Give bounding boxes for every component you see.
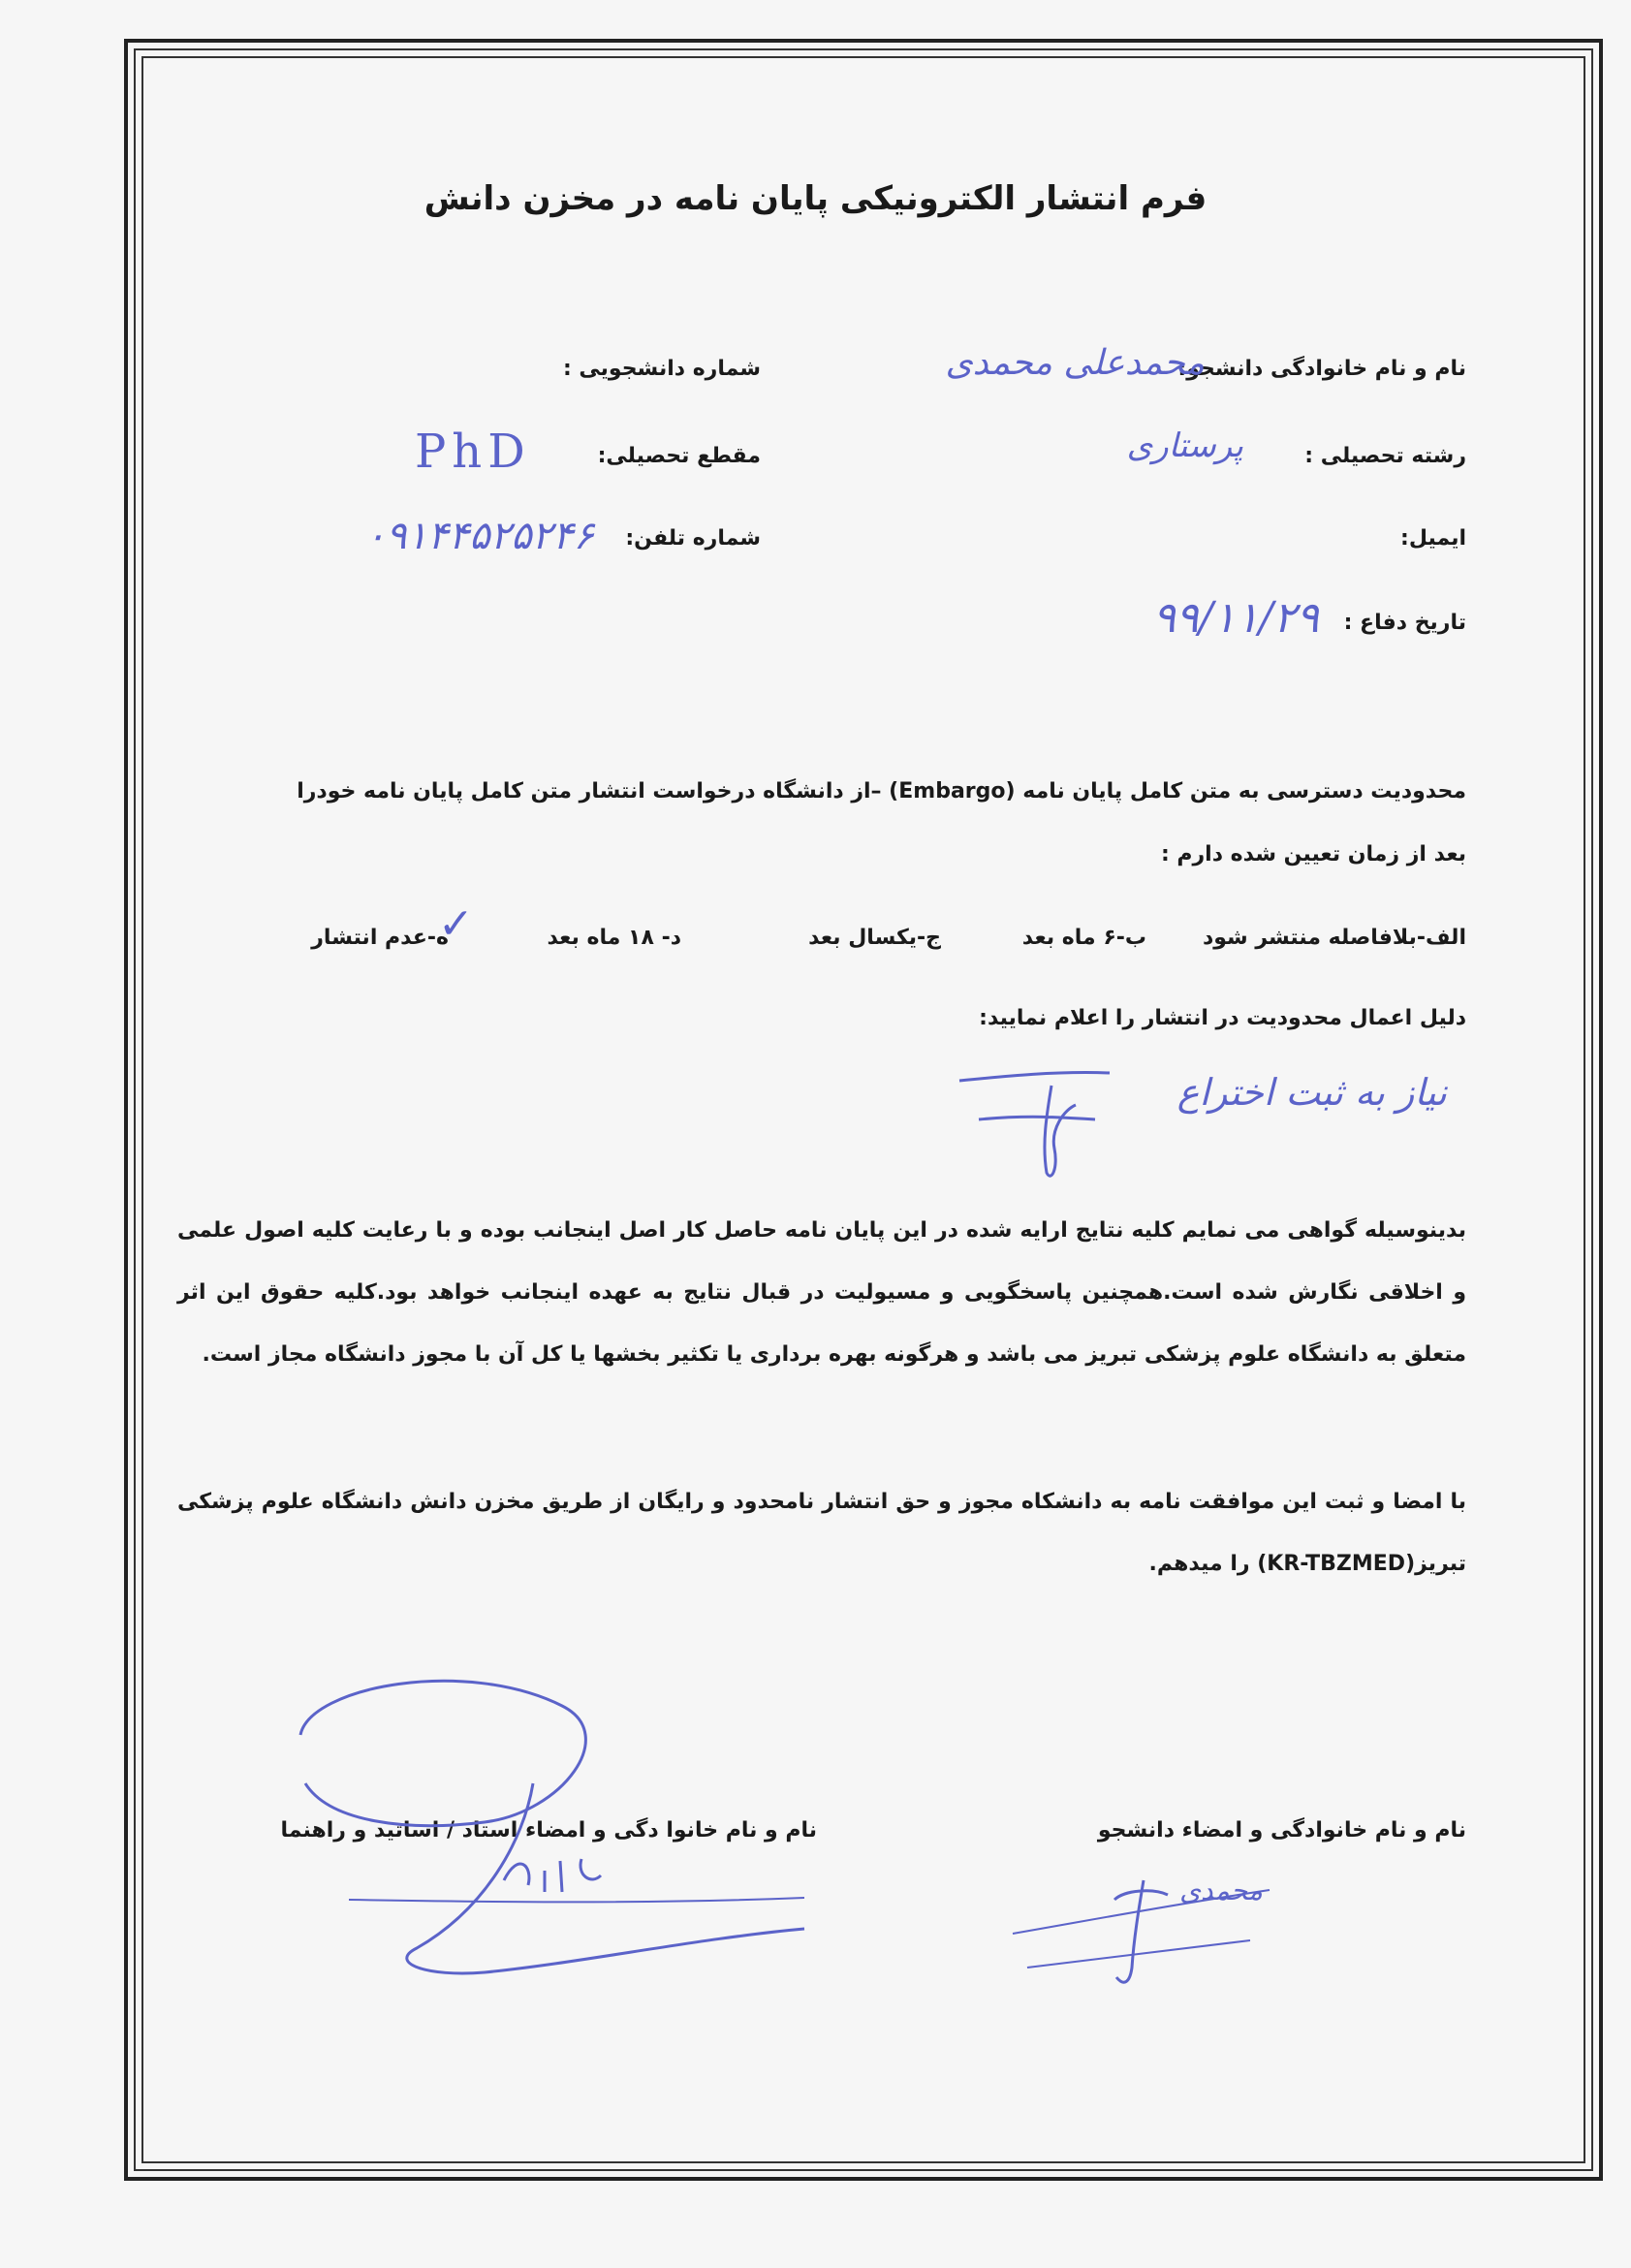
embargo-reason-value: نیاز به ثبت اختراع: [1176, 1071, 1447, 1114]
student-name-label: نام و نام خانوادگی دانشجو:: [1177, 357, 1466, 381]
embargo-option-6-months: ب-۶ ماه بعد: [1021, 926, 1146, 950]
email-label: ایمیل:: [1400, 526, 1466, 551]
degree-value: PhD: [415, 425, 531, 479]
declaration-paragraph-1: بدینوسیله گواهی می نمایم کلیه نتایج ارایه شده در این پایان نامه حاصل کار اصل اینجانب بوده و با رعایت کلیه اصول علمی و اخلاقی نگارش شده است.همچنین پاسخگویی و مسیولیت در قبال نتایج به عهده اینجانب خواهد بود.کلیه حقوق این اثر متعلق به دانشگاه علوم پزشکی تبریز می باشد و هرگونه بهره برداری یا تکثیر بخشها یا کل آن با مجوز دانشگاه مجاز است.: [177, 1218, 1466, 1367]
embargo-option-immediate: الف-بلافاصله منتشر شود: [1202, 926, 1466, 950]
form-title: فرم انتشار الکترونیکی پایان نامه در مخزن دانش: [423, 179, 1208, 218]
defense-date-value: ۹۹/۱۱/۲۹: [1152, 593, 1319, 643]
student-signature-text: محمدی: [1179, 1874, 1263, 1906]
embargo-option-18-months: د- ۱۸ ماه بعد: [547, 926, 681, 950]
phone-value: ۰۹۱۴۴۵۲۵۲۴۶: [364, 514, 594, 558]
embargo-checkmark-icon: ✓: [438, 899, 474, 949]
student-name-value: محمدعلی محمدی: [945, 343, 1205, 383]
advisor-signature-icon: [291, 1677, 814, 1997]
advisor-signature-label: نام و نام خانوا دگی و امضاء استاد / اساتید و راهنما: [280, 1818, 817, 1843]
defense-date-label: تاریخ دفاع :: [1343, 611, 1466, 635]
declaration-paragraph-2: با امضا و ثبت این موافقت نامه به دانشکاه مجوز و حق انتشار نامحدود و رایگان از طریق مخزن دانش دانشگاه علوم پزشکی تبریز(KR-TBZMED) را میدهم.: [177, 1490, 1466, 1576]
student-id-label: شماره دانشجویی :: [562, 357, 761, 381]
embargo-option-no-publish: ه-عدم انتشار: [311, 926, 449, 950]
major-label: رشته تحصیلی :: [1304, 444, 1466, 468]
student-signature-label: نام و نام خانوادگی و امضاء دانشجو: [1097, 1818, 1466, 1843]
embargo-option-1-year: ج-یکسال بعد: [808, 926, 941, 950]
reason-signature-icon: [950, 1061, 1124, 1187]
degree-label: مقطع تحصیلی:: [597, 444, 761, 468]
embargo-reason-label: دلیل اعمال محدودیت در انتشار را اعلام نمایید:: [979, 1006, 1466, 1030]
embargo-line-2: بعد از زمان تعیین شده دارم :: [1160, 842, 1466, 866]
major-value: پرستاری: [1126, 426, 1243, 465]
phone-label: شماره تلفن:: [625, 526, 761, 551]
embargo-line-1: محدودیت دسترسی به متن کامل پایان نامه (Embargo) –از دانشگاه درخواست انتشار متن کامل پایان نامه خودرا: [297, 779, 1466, 803]
